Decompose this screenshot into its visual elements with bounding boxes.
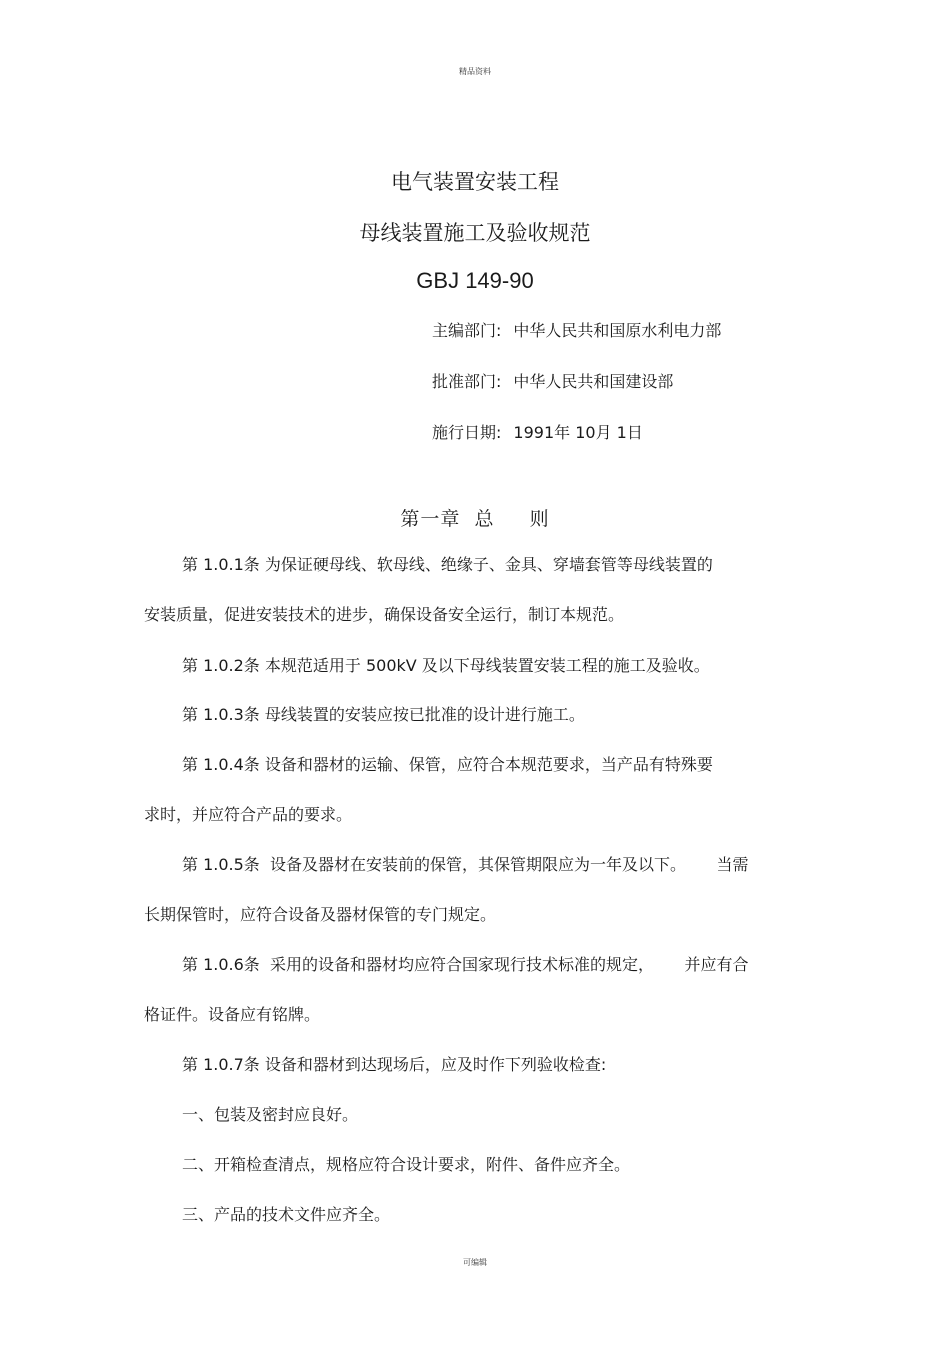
text-line: 第 1.0.5条 设备及器材在安装前的保管，其保管期限应为一年及以下。 当需 bbox=[182, 855, 749, 874]
text-line: 求时，并应符合产品的要求。 bbox=[144, 805, 353, 824]
text-line: 第 1.0.6条 采用的设备和器材均应符合国家现行技术标准的规定， 并应有合 bbox=[182, 955, 749, 974]
text-line: 格证件。设备应有铭牌。 bbox=[144, 1005, 321, 1024]
text-line: 长期保管时，应符合设备及器材保管的专门规定。 bbox=[144, 905, 497, 924]
text-line: 第 1.0.7条 设备和器材到达现场后，应及时作下列验收检查: bbox=[182, 1055, 607, 1074]
meta-approver-label: 批准部门: bbox=[432, 372, 502, 391]
text-line: 安装质量，促进安装技术的进步，确保设备安全运行，制订本规范。 bbox=[144, 605, 625, 624]
text-line: 第 1.0.2条 本规范适用于 500kV 及以下母线装置安装工程的施工及验收。 bbox=[182, 656, 710, 675]
list-item: 三、产品的技术文件应齐全。 bbox=[182, 1205, 391, 1224]
meta-editor-value: 中华人民共和国原水利电力部 bbox=[513, 321, 722, 340]
chapter-title: 第一章 总 则 bbox=[400, 508, 550, 530]
footer-note: 可编辑 bbox=[463, 1258, 487, 1267]
meta-date-label: 施行日期: bbox=[432, 423, 502, 442]
meta-date-value: 1991年 10月 1日 bbox=[513, 423, 643, 442]
document-title-line2: 母线装置施工及验收规范 bbox=[359, 221, 591, 245]
meta-editor bbox=[432, 318, 721, 341]
text-line: 第 1.0.4条 设备和器材的运输、保管，应符合本规范要求，当产品有特殊要 bbox=[182, 755, 713, 774]
text-line: 第 1.0.1条 为保证硬母线、软母线、绝缘子、金具、穿墙套管等母线装置的 bbox=[182, 555, 713, 574]
meta-approver-value: 中华人民共和国建设部 bbox=[513, 372, 674, 391]
standard-code: GBJ 149-90 bbox=[416, 268, 534, 293]
text-line: 第 1.0.3条 母线装置的安装应按已批准的设计进行施工。 bbox=[182, 705, 585, 724]
header-note: 精品资料 bbox=[459, 67, 491, 76]
meta-editor-label: 主编部门: bbox=[432, 321, 502, 340]
document-title-line1: 电气装置安装工程 bbox=[391, 170, 559, 194]
list-item: 一、包装及密封应良好。 bbox=[182, 1105, 359, 1124]
meta-approver bbox=[432, 369, 673, 392]
list-item: 二、开箱检查清点，规格应符合设计要求，附件、备件应齐全。 bbox=[182, 1155, 631, 1174]
meta-date bbox=[432, 420, 643, 443]
